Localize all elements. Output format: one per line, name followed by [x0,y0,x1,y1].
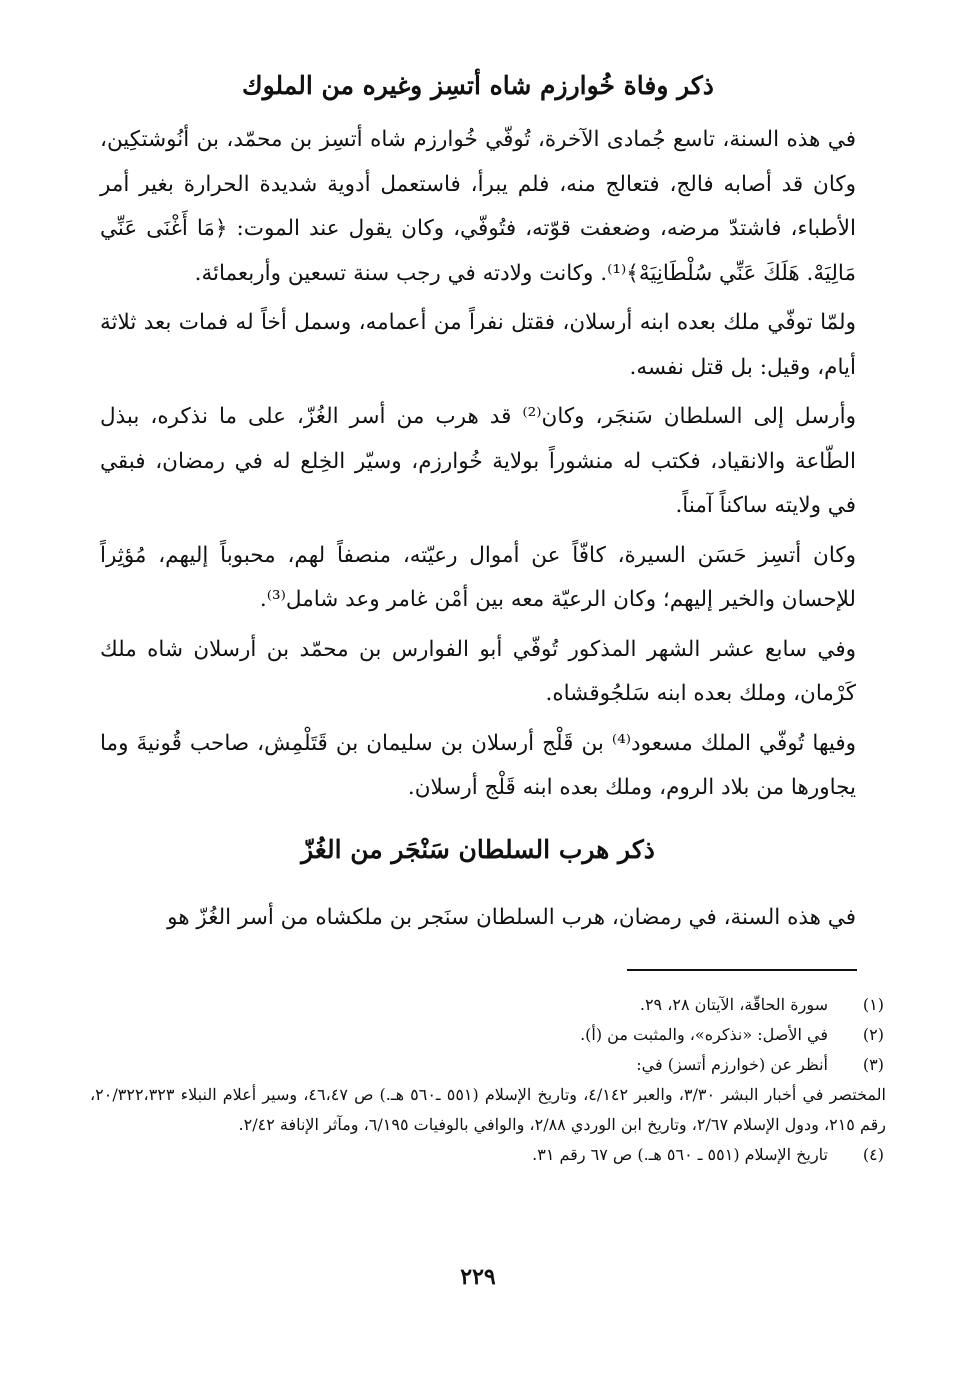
footnote-number: (٤) [862,1145,884,1164]
section-heading-death-of-atsiz: ذكر وفاة خُوارزم شاه أتسِز وغيره من الملوك [242,71,714,100]
footnote-item [90,1020,890,1050]
main-body-text [100,118,856,816]
footnote-number: (٢) [862,1025,884,1044]
section-heading-sanjar-escape: ذكر هرب السلطان سَنْجَر من الغُزّ [301,835,655,864]
footnotes-list [90,990,890,1170]
paragraph-abu-fawaris-death: وفي سابع عشر الشهر المذكور تُوفّي أبو الفوارس بن محمّد بن أرسلان شاه ملك كَرْمان، وملك بعده ابنه سَلجُوقشاه. [100,636,856,706]
paragraph-sanjar-letter: وأرسل إلى السلطان سَنجَر، وكان⁽²⁾ قد هرب من أسر الغُزّ، على ما نذكره، ببذل الطّاعة والانقياد، فكتب له منشوراً بولاية خُوارزم، وسيّر الخِلع له في رمضان، فبقي في ولايته ساكناً آمناً. [100,404,857,518]
footnote-item [90,1050,890,1080]
paragraph-masud-death: وفيها تُوفّي الملك مسعود⁽⁴⁾ بن قَلْج أرسلان بن سليمان بن قَتَلْمِش، صاحب قُونيةَ وما يجاورها من بلاد الروم، وملك بعده ابنه قَلْج أرسلان. [100,730,856,800]
footnote-text: أنظر عن (خوارزم أتسز) في: [636,1055,828,1074]
footnote-separator [627,969,857,971]
page-number: ٢٢٩ [460,1264,496,1290]
footnote-item [90,990,890,1020]
paragraph-atsiz-character: وكان أتسِز حَسَن السيرة، كافّاً عن أموال رعيّته، منصفاً لهم، محبوباً إليهم، مُؤثِراً للإحسان والخير إليهم؛ وكان الرعيّة معه بين أمْن غامر وعد شامل⁽³⁾. [100,542,856,612]
paragraph-arslan-succession: ولمّا توفّي ملك بعده ابنه أرسلان، فقتل نفراً من أعمامه، وسمل أخاً له فمات بعد ثلاثة أيام، وقيل: بل قتل نفسه. [100,310,856,380]
footnote-continuation: المختصر في أخبار البشر ٣/٣٠، والعبر ٤/١٤٢، وتاريخ الإسلام (٥٥١ ـ٥٦٠ هـ.) ص ٤٦،٤٧، وسير أعلام النبلاء ٢٠/٣٢٢،٣٢٣، رقم ٢١٥، ودول الإسلام ٢/٦٧، وتاريخ ابن الوردي ٢/٨٨، والوافي بالوفيات ٦/١٩٥، ومآثر الإنافة ٢/٤٢. [90,1085,886,1134]
footnote-number: (٣) [862,1055,884,1074]
paragraph-sanjar-escape-opening: في هذه السنة، في رمضان، هرب السلطان سنَجر بن ملكشاه من أسر الغُزّ هو [167,905,856,930]
footnote-item [90,1140,890,1170]
footnote-text: في الأصل: «نذكره»، والمثبت من (أ). [580,1025,828,1044]
footnote-text: سورة الحاقّة، الآيتان ٢٨، ٢٩. [639,995,828,1014]
footnote-text: تاريخ الإسلام (٥٥١ ـ ٥٦٠ هـ.) ص ٦٧ رقم ٣١. [532,1145,828,1164]
footnote-number: (١) [862,995,884,1014]
paragraph-atsiz-death: في هذه السنة، تاسع جُمادى الآخرة، تُوفّي خُوارزم شاه أتسِز بن محمّد، بن أنُوشتكِين، وكان قد أصابه فالج، فتعالج منه، فلم يبرأ، فاستعمل أدوية شديدة الحرارة بغير أمر الأطباء، فاشتدّ مرضه، وضعفت قوّته، فتُوفّي، وكان يقول عند الموت: ﴿مَا أَغْنَى عَنِّي مَالِيَهْ. هَلَكَ عَنِّي سُلْطَانِيَهْ﴾⁽¹⁾. وكانت ولادته في رجب سنة تسعين وأربعمائة. [100,127,856,286]
